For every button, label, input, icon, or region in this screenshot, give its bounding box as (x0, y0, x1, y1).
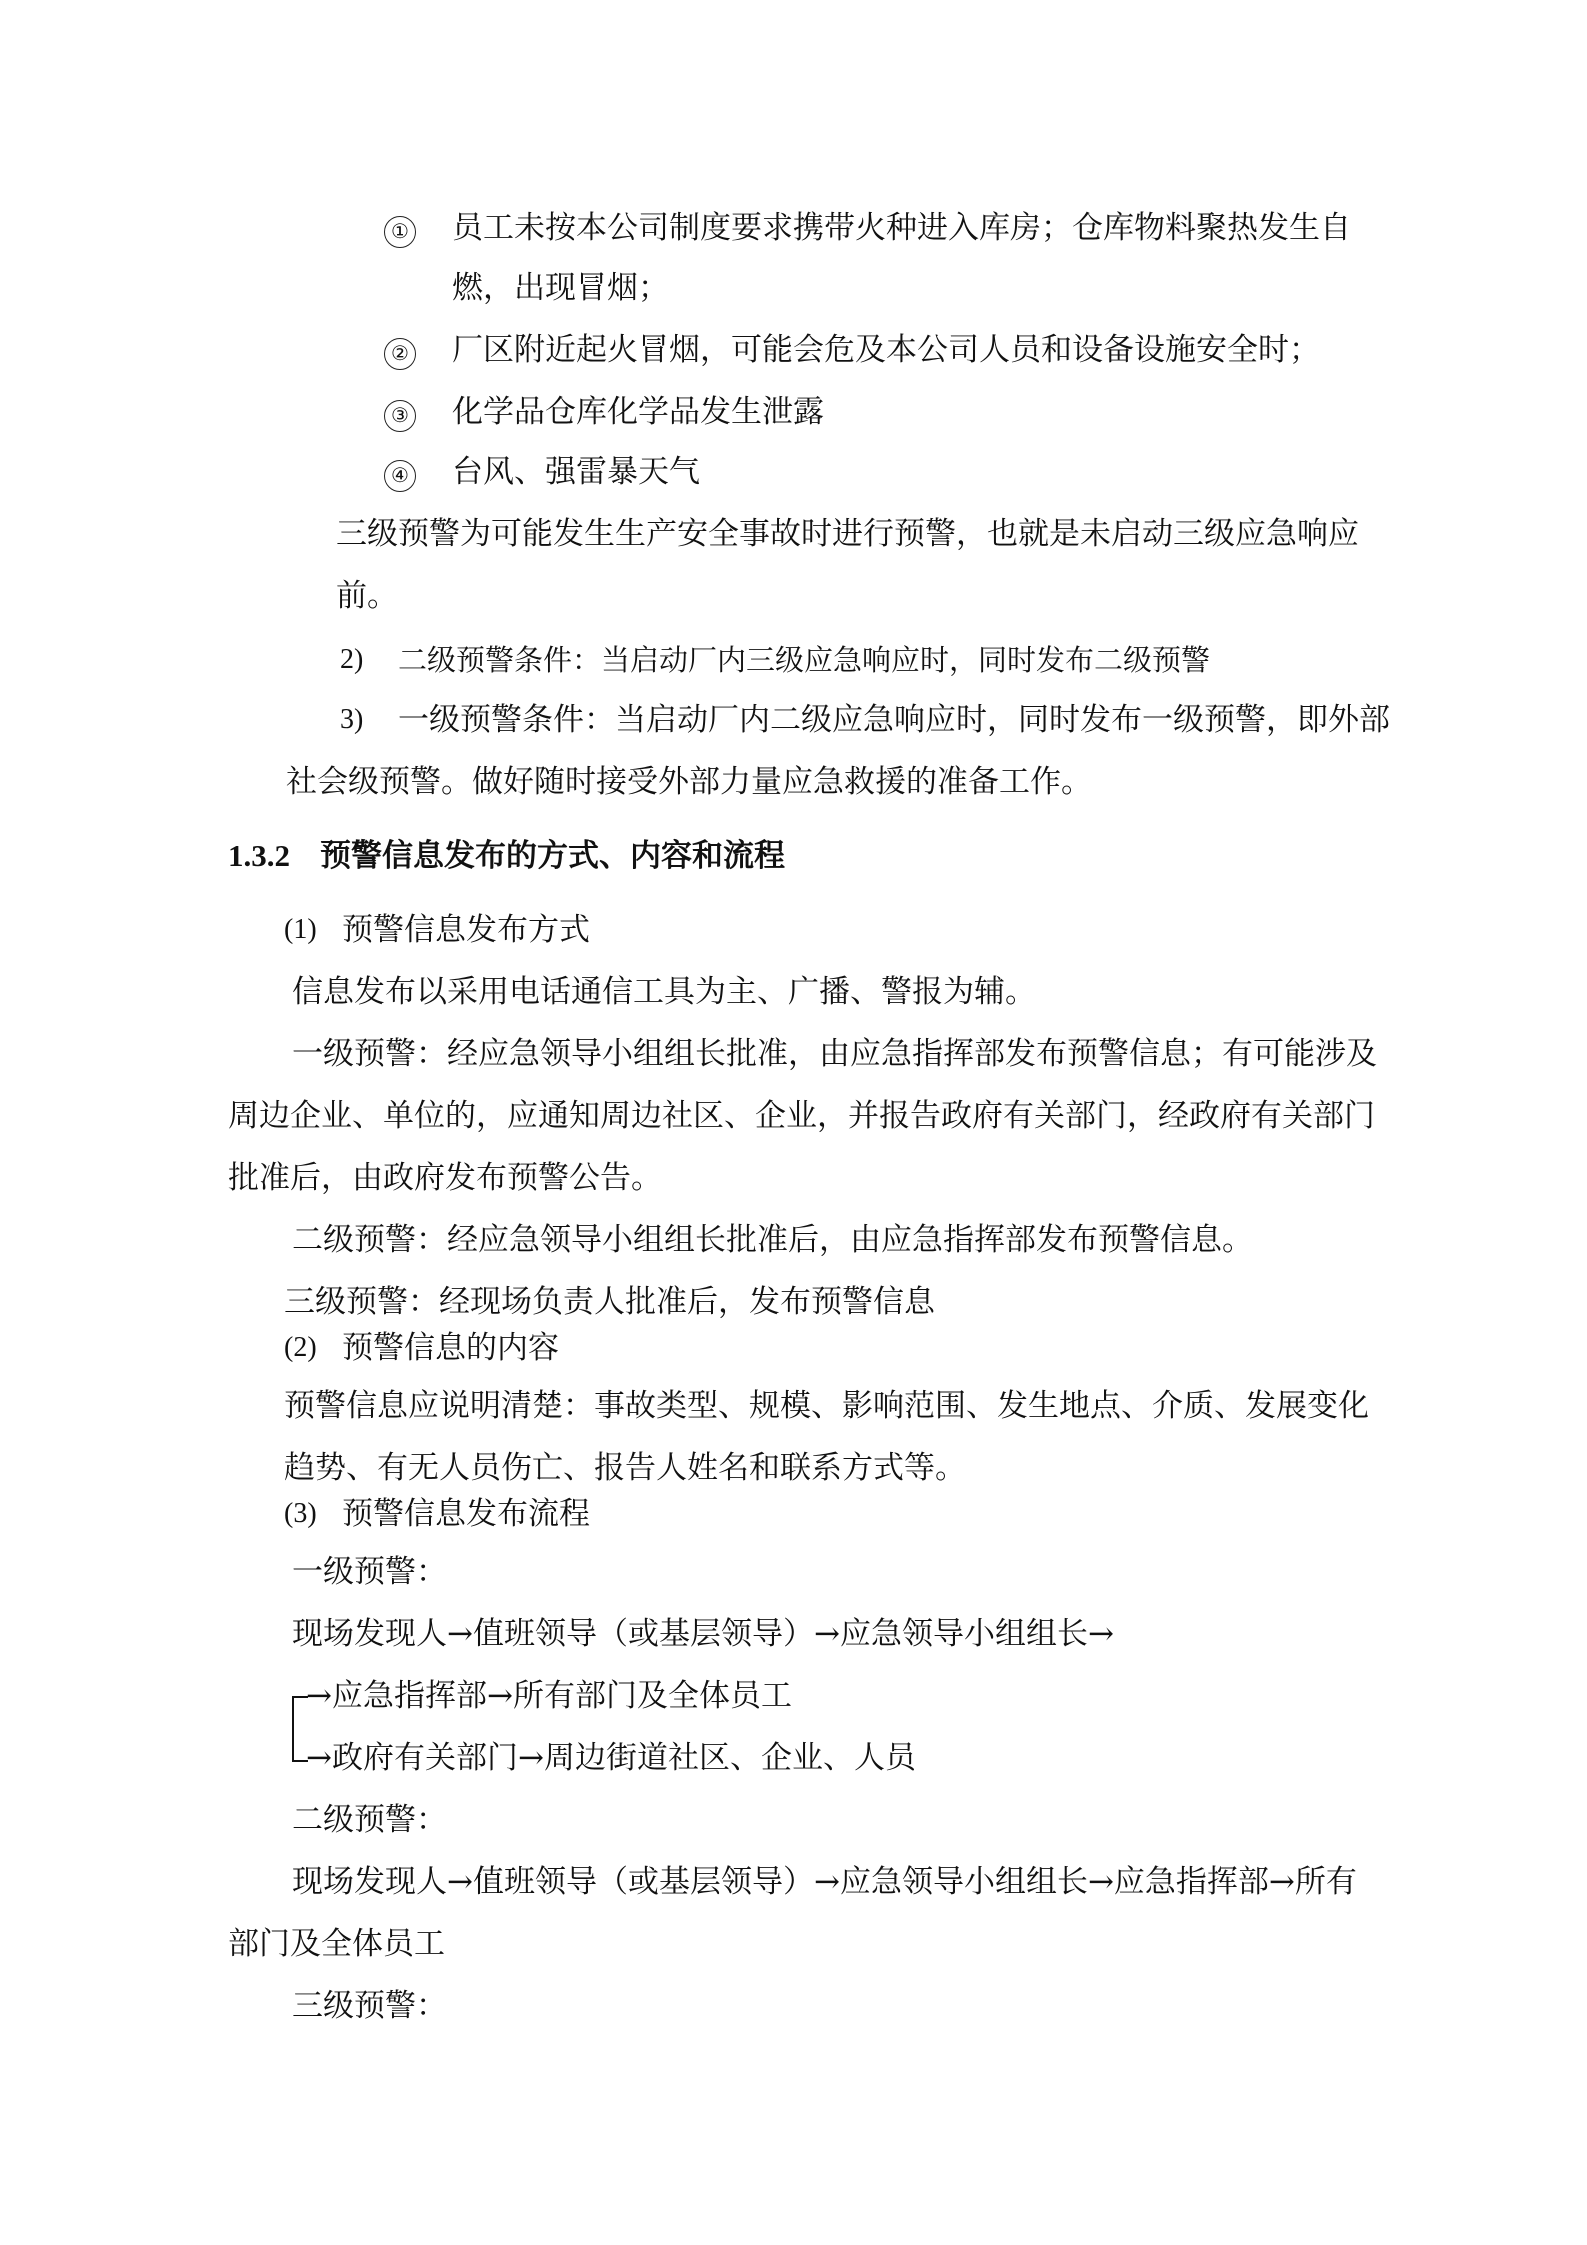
flow-branch-b: →政府有关部门→周边街道社区、企业、人员 (306, 1740, 916, 1776)
subsection-number: (2) (284, 1332, 317, 1363)
paragraph-line: 前。 (336, 578, 398, 614)
flow-line: 部门及全体员工 (228, 1926, 445, 1962)
condition-text: 社会级预警。做好随时接受外部力量应急救援的准备工作。 (286, 764, 1092, 800)
flow-line: 现场发现人→值班领导（或基层领导）→应急领导小组组长→ (292, 1616, 1114, 1652)
list-item-text: 台风、强雷暴天气 (452, 454, 700, 490)
paragraph-line: 二级预警：经应急领导小组组长批准后，由应急指挥部发布预警信息。 (292, 1222, 1253, 1258)
circled-number-4: ④ (384, 460, 416, 492)
section-title: 预警信息发布的方式、内容和流程 (320, 838, 785, 874)
flow-label: 二级预警： (292, 1802, 447, 1838)
condition-number: 2) (340, 644, 364, 675)
flow-label: 三级预警： (292, 1988, 447, 2024)
paragraph-line: 三级预警为可能发生生产安全事故时进行预警，也就是未启动三级应急响应 (336, 516, 1359, 552)
condition-text: 二级预警条件：当启动厂内三级应急响应时，同时发布二级预警 (398, 643, 1211, 677)
paragraph-line: 预警信息应说明清楚：事故类型、规模、影响范围、发生地点、介质、发展变化 (284, 1388, 1369, 1424)
subsection-title: 预警信息发布方式 (342, 912, 590, 948)
paragraph-line: 信息发布以采用电话通信工具为主、广播、警报为辅。 (292, 974, 1036, 1010)
circled-number-2: ② (384, 338, 416, 370)
section-heading (228, 836, 785, 876)
list-item-text: 厂区附近起火冒烟，可能会危及本公司人员和设备设施安全时； (452, 332, 1320, 368)
flow-label: 一级预警： (292, 1554, 447, 1590)
list-item-text: 化学品仓库化学品发生泄露 (452, 394, 824, 430)
condition-number: 3) (340, 704, 364, 735)
paragraph-line: 三级预警：经现场负责人批准后，发布预警信息 (284, 1284, 935, 1320)
condition-text: 一级预警条件：当启动厂内二级应急响应时，同时发布一级预警，即外部 (398, 702, 1390, 738)
flow-line: 现场发现人→值班领导（或基层领导）→应急领导小组组长→应急指挥部→所有 (292, 1864, 1357, 1900)
flow-branch-a-text: 应急指挥部→所有部门及全体员工 (331, 1678, 792, 1714)
list-item-text: 员工未按本公司制度要求携带火种进入库房；仓库物料聚热发生自 (452, 210, 1351, 246)
list-item-text: 燃，出现冒烟； (452, 270, 669, 306)
circled-number-3: ③ (384, 400, 416, 432)
paragraph-line: 一级预警：经应急领导小组组长批准，由应急指挥部发布预警信息；有可能涉及 (292, 1036, 1377, 1072)
subsection-number: (3) (284, 1498, 317, 1529)
paragraph-line: 趋势、有无人员伤亡、报告人姓名和联系方式等。 (284, 1450, 966, 1486)
circled-number-1: ① (384, 216, 416, 248)
paragraph-line: 批准后，由政府发布预警公告。 (228, 1160, 662, 1196)
subsection-title: 预警信息的内容 (342, 1330, 559, 1366)
flow-branch-b-text: 政府有关部门→周边街道社区、企业、人员 (331, 1740, 916, 1776)
flow-branch-a: →应急指挥部→所有部门及全体员工 (306, 1678, 792, 1714)
subsection-number: (1) (284, 914, 317, 945)
subsection-title: 预警信息发布流程 (342, 1496, 590, 1532)
paragraph-line: 周边企业、单位的，应通知周边社区、企业，并报告政府有关部门，经政府有关部门 (228, 1098, 1375, 1134)
section-number: 1.3.2 (228, 838, 290, 873)
